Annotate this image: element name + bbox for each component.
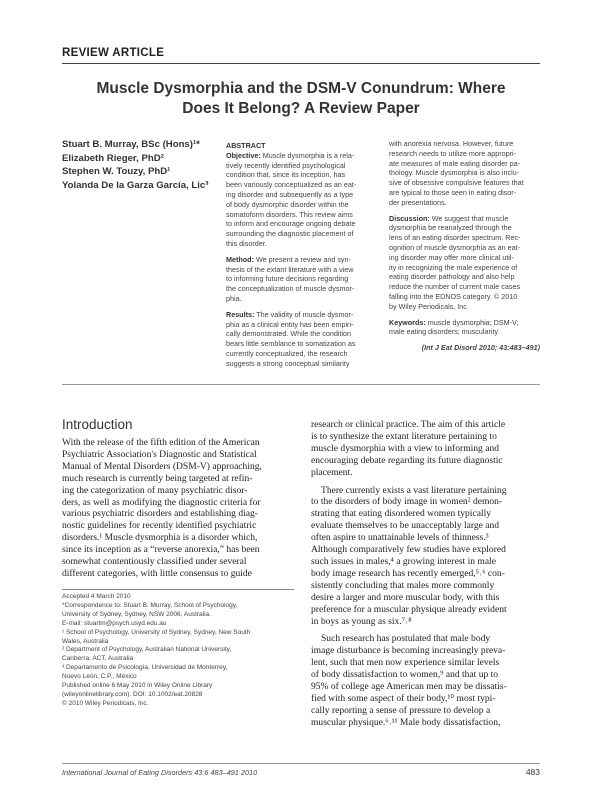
article-title bbox=[62, 79, 540, 119]
method-text: the conceptualization of muscle dysmor- bbox=[226, 284, 355, 294]
journal-citation: (Int J Eat Disord 2010; 43:483–491) bbox=[421, 343, 540, 353]
footnote-line: ¹ School of Psychology, University of Sydney, Sydney, New South bbox=[62, 628, 251, 636]
footnote-line: Accepted 4 March 2010 bbox=[62, 593, 131, 600]
keywords-text: male eating disorders; muscularity bbox=[389, 327, 499, 337]
body-line: cally reporting a sense of pressure to develop a bbox=[311, 704, 491, 716]
body-line: to the disorders of body image in women² demon- bbox=[311, 496, 503, 508]
body-line: various psychiatric disorders and establishing diag- bbox=[62, 508, 258, 520]
body-line: often aspire to unattainable levels of thinness.³ bbox=[311, 532, 489, 544]
discussion-text: lens of an eating disorder spectrum. Rec- bbox=[389, 233, 521, 243]
abstract-left-column bbox=[226, 141, 382, 375]
abstract-keywords bbox=[389, 318, 540, 338]
body-line: sistently concluding that males more commonly bbox=[311, 579, 495, 591]
footnote-line: *Correspondence to: Stuart B. Murray, School of Psychology, bbox=[62, 601, 238, 609]
results-text: are typical to those seen in eating disor- bbox=[389, 187, 517, 197]
body-line: ders, as well as modifying the diagnostic criteria for bbox=[62, 496, 261, 508]
results-text: suggests a strong conceptual similarity bbox=[226, 358, 350, 368]
body-line: Psychiatric Association's Diagnostic and Statistical bbox=[62, 448, 257, 460]
footnote-line: Nuevo León, C.P., México bbox=[62, 673, 137, 681]
abstract-results bbox=[226, 310, 382, 369]
keywords-label: Keywords: bbox=[389, 317, 426, 327]
body-line: such issues in males,⁴ a growing interest in male bbox=[311, 555, 496, 567]
body-line: desire a larger and more muscular body, with this bbox=[311, 591, 500, 603]
objective-label: Objective: bbox=[226, 150, 261, 160]
body-line: Such research has postulated that male body bbox=[321, 633, 491, 645]
body-line: fied with some aspect of their body,¹⁰ most typi- bbox=[311, 692, 496, 704]
method-text: phia. bbox=[226, 293, 242, 303]
objective-text: surrounding the diagnostic placement of bbox=[226, 229, 354, 239]
results-text: with anorexia nervosa. However, future bbox=[389, 139, 514, 148]
method-label: Method: bbox=[226, 254, 254, 264]
title-line: Does It Belong? A Review Paper bbox=[182, 100, 420, 117]
body-line: evaluate themselves to be unacceptably large and bbox=[311, 520, 500, 532]
body-line: 95% of college age American men may be dissatis- bbox=[311, 681, 507, 693]
body-line: in boys as young as six.⁷˒⁸ bbox=[311, 615, 412, 627]
results-text: phia as a clinical entity has been empiri- bbox=[226, 319, 354, 329]
body-left-column bbox=[62, 437, 294, 580]
body-line: Although comparatively few studies have explored bbox=[311, 544, 506, 556]
objective-text: of body dysmorphic disorder within the bbox=[226, 199, 349, 209]
footnote-line: Wales, Australia bbox=[62, 637, 109, 645]
objective-text: ing disorder and subsequently as a type bbox=[226, 189, 354, 199]
keywords-text: muscle dysmorphia; DSM-V; bbox=[427, 317, 519, 327]
abstract-right-column bbox=[389, 139, 540, 353]
body-line: since its inception as a “reverse anorexia,” has been bbox=[62, 544, 260, 556]
results-text: bears little semblance to somatization as bbox=[226, 339, 356, 349]
author-name: Stuart B. Murray, BSc (Hons)¹* bbox=[62, 139, 200, 150]
footnotes bbox=[62, 593, 294, 709]
discussion-text: reduce the number of current male cases bbox=[389, 282, 521, 292]
footnote-line: ² Department of Psychology, Australian National University, bbox=[62, 646, 232, 654]
discussion-text: by Wiley Periodicals, Inc. bbox=[389, 301, 469, 311]
top-divider bbox=[62, 63, 540, 64]
footnote-line: Published online 6 May 2010 in Wiley Online Library bbox=[62, 682, 213, 690]
body-line: research or clinical practice. The aim of this article bbox=[311, 419, 506, 430]
footer-divider bbox=[62, 763, 540, 764]
objective-text: Muscle dysmorphia is a rela- bbox=[262, 150, 355, 160]
journal-footer: International Journal of Eating Disorders 43:6 483–491 2010 bbox=[62, 768, 258, 777]
body-line: somewhat contentiously classified under several bbox=[62, 556, 247, 568]
abstract-heading: ABSTRACT bbox=[226, 141, 266, 150]
discussion-label: Discussion: bbox=[389, 213, 430, 223]
discussion-text: falling into the EDNOS category. © 2010 bbox=[389, 291, 518, 301]
author-name: Yolanda De la Garza García, Lic³ bbox=[62, 179, 209, 191]
results-label: Results: bbox=[226, 309, 255, 319]
body-line: preference for a muscular physique already evident bbox=[311, 603, 507, 615]
results-text: research needs to utilize more appropri- bbox=[389, 148, 517, 158]
discussion-text: dysmorphia be reanalyzed through the bbox=[389, 223, 512, 233]
footnote-line: E-mail: stuartm@psych.usyd.edu.au bbox=[62, 619, 167, 627]
objective-text: condition that, since its inception, has bbox=[226, 170, 346, 180]
footnote-line: Canberra, ACT, Australia bbox=[62, 655, 134, 663]
title-line: Muscle Dysmorphia and the DSM-V Conundrum: Where bbox=[96, 80, 506, 97]
objective-text: somatoform disorders. This review aims bbox=[226, 209, 353, 219]
page-number: 483 bbox=[525, 767, 540, 777]
footnote-line: ³ Departamento de Psicología, Universidad de Monterrey, bbox=[62, 664, 228, 672]
body-line: There currently exists a vast literature pertaining bbox=[321, 484, 507, 496]
author-list bbox=[62, 138, 227, 192]
footnote-line: (wileyonlinelibrary.com). DOI: 10.1002/eat.20828 bbox=[62, 690, 203, 698]
body-line: disorders.¹ Muscle dysmorphia is a disorder which, bbox=[62, 532, 258, 544]
body-line: is to synthesize the extant literature pertaining to bbox=[311, 430, 497, 442]
method-text: We present a review and syn- bbox=[255, 254, 351, 264]
body-line: much research is currently being targeted at refin- bbox=[62, 472, 253, 484]
results-text: cally demonstrated. While the condition bbox=[226, 329, 352, 339]
discussion-text: eating disorder pathology and also help bbox=[389, 272, 515, 282]
results-text: The validity of muscle dysmor- bbox=[256, 309, 354, 319]
body-line: nostic guidelines for recently identified psychiatric bbox=[62, 520, 257, 532]
abstract-results-cont bbox=[389, 139, 540, 208]
body-line: of body dissatisfaction to women,⁹ and that up to bbox=[311, 669, 499, 681]
discussion-text: ity in recognizing the male experience of bbox=[389, 262, 518, 272]
body-line: different categories, with little consensus to guide bbox=[62, 567, 252, 579]
method-text: to informing future decisions regarding bbox=[226, 274, 349, 284]
body-line: image disturbance is becoming increasingly preva- bbox=[311, 645, 506, 657]
body-line: muscle dysmorphia with a view to informing and bbox=[311, 442, 499, 454]
results-text: thology. Muscle dysmorphia is also inclu- bbox=[389, 168, 520, 178]
author-name: Stephen W. Touzy, PhD¹ bbox=[62, 166, 171, 178]
section-tag: REVIEW ARTICLE bbox=[62, 47, 165, 59]
method-text: thesis of the extant literature with a view bbox=[226, 264, 354, 274]
objective-text: to inform and encourage ongoing debate bbox=[226, 219, 356, 229]
body-line: lent, such that men now experience similar levels bbox=[311, 657, 500, 669]
body-line: muscular physique.⁶˒¹¹ Male body dissatisfaction, bbox=[311, 716, 501, 728]
body-right-column bbox=[311, 419, 540, 729]
body-line: With the release of the fifth edition of the American bbox=[62, 437, 260, 448]
results-text: sive of obsessive compulsive features that bbox=[389, 178, 524, 188]
body-line: body image research has recently emerged,⁵˒⁶ con- bbox=[311, 567, 505, 579]
objective-text: tively recently identified psychological bbox=[226, 160, 346, 170]
discussion-text: ing disorder may offer more clinical util- bbox=[389, 252, 514, 262]
author-name: Elizabeth Rieger, PhD² bbox=[62, 152, 164, 164]
footnote-divider bbox=[62, 589, 294, 590]
abstract-discussion bbox=[389, 214, 540, 312]
abstract-method bbox=[226, 255, 382, 304]
results-text: currently conceptualized, the research bbox=[226, 348, 348, 358]
section-heading-introduction: Introduction bbox=[62, 417, 133, 432]
results-text: ate measures of male eating disorder pa- bbox=[389, 158, 521, 168]
abstract-objective bbox=[226, 151, 382, 249]
objective-text: been variously conceptualized as an eat- bbox=[226, 180, 357, 190]
objective-text: this disorder. bbox=[226, 238, 267, 248]
footnote-line: University of Sydney, Sydney, NSW 2006, Australia. bbox=[62, 610, 211, 618]
abstract-divider bbox=[62, 384, 540, 385]
body-line: placement. bbox=[311, 466, 353, 478]
body-line: encouraging debate regarding its future diagnostic bbox=[311, 454, 503, 466]
body-line: ing the categorization of many psychiatric disor- bbox=[62, 484, 248, 496]
footnote-line: © 2010 Wiley Periodicals, Inc. bbox=[62, 699, 149, 707]
discussion-text: ognition of muscle dysmorphia as an eat- bbox=[389, 242, 521, 252]
body-line: Manual of Mental Disorders (DSM-V) approaching, bbox=[62, 460, 262, 472]
results-text: der presentations. bbox=[389, 197, 447, 207]
body-line: strating that eating disordered women typically bbox=[311, 508, 492, 520]
discussion-text: We suggest that muscle bbox=[431, 213, 509, 223]
